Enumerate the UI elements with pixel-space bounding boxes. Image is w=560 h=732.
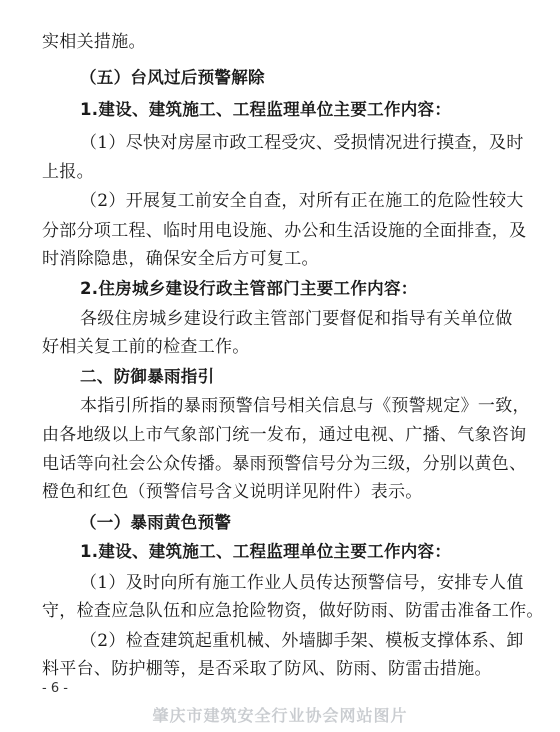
section-heading: （五）台风过后预警解除: [80, 68, 265, 87]
page-number: - 6 -: [42, 681, 68, 696]
body-text-line: （2）开展复工前安全自查，对所有正在施工的危险性较大: [80, 191, 524, 211]
body-text-line: 分部分项工程、临时用电设施、办公和生活设施的全面排查，及: [42, 221, 527, 241]
subsection-heading: 2.住房城乡建设行政主管部门主要工作内容：: [80, 279, 418, 298]
body-text-line: 守，检查应急队伍和应急抢险物资，做好防雨、防雷击准备工作。: [42, 601, 544, 621]
watermark-text: 肇庆市建筑安全行业协会网站图片: [152, 706, 408, 725]
body-text-line: 实相关措施。: [42, 32, 146, 52]
subsection-heading: 1.建设、建筑施工、工程监理单位主要工作内容：: [80, 542, 452, 561]
body-text-line: 料平台、防护棚等，是否采取了防风、防雨、防雷击措施。: [42, 659, 492, 679]
body-text-line: （1）及时向所有施工作业人员传达预警信号，安排专人值: [80, 573, 524, 593]
subsection-heading: 1.建设、建筑施工、工程监理单位主要工作内容：: [80, 100, 452, 119]
body-text-line: （1）尽快对房屋市政工程受灾、受损情况进行摸查，及时: [80, 133, 524, 153]
body-text-line: 各级住房城乡建设行政主管部门要督促和指导有关单位做: [80, 309, 513, 329]
body-text-line: 由各地级以上市气象部门统一发布，通过电视、广播、气象咨询: [42, 425, 527, 445]
body-text-line: 本指引所指的暴雨预警信号相关信息与《预警规定》一致，: [80, 396, 530, 416]
chapter-heading: 二、防御暴雨指引: [80, 367, 215, 386]
body-text-line: 上报。: [42, 162, 94, 182]
body-text-line: 好相关复工前的检查工作。: [42, 337, 250, 357]
section-heading: （一）暴雨黄色预警: [80, 513, 232, 532]
body-text-line: （2）检查建筑起重机械、外墙脚手架、模板支撑体系、卸: [80, 631, 524, 651]
body-text-line: 橙色和红色（预警信号含义说明详见附件）表示。: [42, 482, 423, 502]
body-text-line: 电话等向社会公众传播。暴雨预警信号分为三级，分别以黄色、: [42, 454, 527, 474]
body-text-line: 时消除隐患，确保安全后方可复工。: [42, 249, 319, 269]
